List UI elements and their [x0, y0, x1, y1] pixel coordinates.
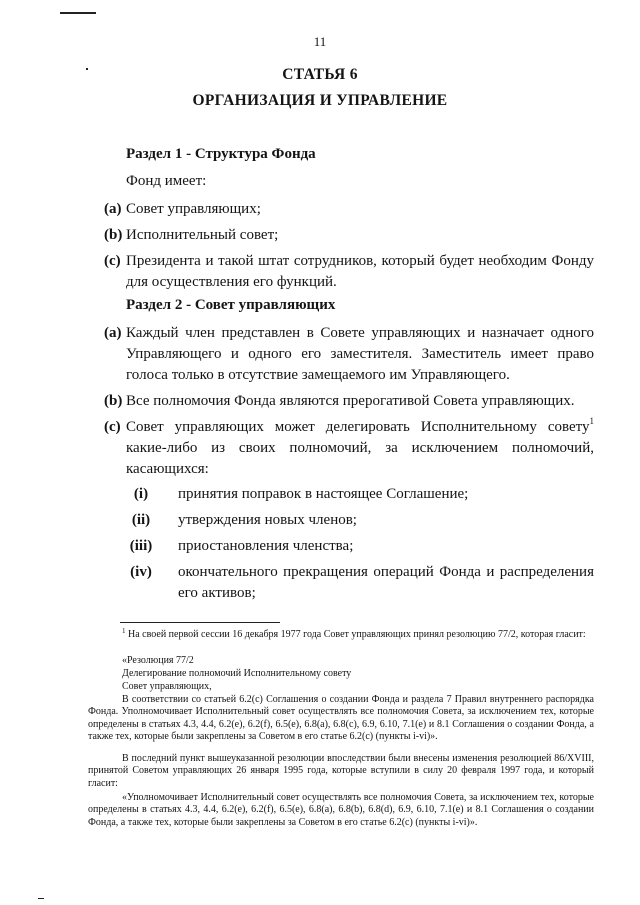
section-2-item-a [104, 323, 594, 386]
footnote-paragraph-2: В последний пункт вышеуказанной резолюции впоследствии были внесены изменения резолюцией 86/XVIII, принятой Советом управляющих 26 января 1995 года, которые вступили в силу 20 февраля 1997 года, и который гласит: [88, 753, 594, 789]
subitem-label: (ii) [131, 512, 151, 528]
footnote-line-1: «Резолюция 77/2 [122, 655, 194, 666]
subitem-label: (iv) [130, 564, 152, 580]
item-label: (c) [104, 253, 121, 269]
subitem-text: приостановления членства; [178, 538, 354, 554]
footnote-line-3: Совет управляющих, [122, 681, 212, 692]
article-subtitle: ОРГАНИЗАЦИЯ И УПРАВЛЕНИЕ [192, 92, 448, 109]
subitem-iv [120, 562, 594, 604]
footnote-intro [88, 629, 594, 641]
footnote-paragraph-1: В соответствии со статьей 6.2(c) Соглашения о создании Фонда и раздела 7 Правил внутреннего распорядка Фонда. Уполномочивает Исполнительный совет осуществлять все полномочия Совета, за исключением тех, которые определены в статьях 4.3, 4.4, 6.2(e), 6.2(f), 6.5(e), 6.8(a), 6.8(c), 6.9, 6.10, 7.1(e) и 8.1 Соглашения о создании Фонда, а также тех, которые были закреплены за Советом в его статье 6.2(c) (пункты i-vi)». [88, 694, 594, 743]
item-text-after: какие-либо из своих полномочий, за исключением полномочий, касающихся: [126, 440, 594, 477]
footnote-ref: 1 [589, 416, 594, 426]
section-1-item-b [104, 225, 594, 246]
item-label: (a) [104, 325, 122, 341]
subitem-i [120, 484, 594, 505]
subitem-label: (iii) [129, 538, 153, 554]
article-title: СТАТЬЯ 6 [282, 66, 358, 83]
section-1-item-a [104, 199, 594, 220]
footnote-paragraph-3: «Уполномочивает Исполнительный совет осуществлять все полномочия Совета, за исключением тех, которые определены в статьях 4.3, 4.4, 6.2(e), 6.2(f), 6.5(e), 6.8(a), 6.8(b), 6.8(d), 6.9, 6.10, 7.1(e) и 8.1 Соглашения о создании Фонда, а также тех, которые были закреплены за Советом в его статье 6.2(c) (пункты i-vi)». [88, 792, 594, 828]
scan-artifact-tick [38, 898, 44, 899]
item-text: Президента и такой штат сотрудников, который будет необходим Фонду для осуществления его функций. [126, 253, 594, 290]
item-label: (a) [104, 201, 122, 217]
footnote-marker: 1 [122, 627, 126, 635]
section-1-intro: Фонд имеет: [126, 173, 207, 189]
subitem-text: утверждения новых членов; [178, 512, 357, 528]
subitem-text: принятия поправок в настоящее Соглашение; [178, 486, 469, 502]
section-1-item-c [104, 251, 594, 293]
footnote-divider [120, 622, 280, 623]
subitem-iii [120, 536, 594, 557]
footnote-line-2: Делегирование полномочий Исполнительному совету [122, 668, 352, 679]
item-text: Каждый член представлен в Совете управляющих и назначает одного Управляющего и одного его заместителя. Заместитель имеет право голоса только в отсутствие замещаемого им Управляющего. [126, 325, 594, 383]
subitem-label: (i) [133, 486, 149, 502]
section-2-item-c [104, 417, 594, 480]
item-label: (b) [104, 393, 123, 409]
item-label: (b) [104, 227, 123, 243]
section-2-heading: Раздел 2 - Совет управляющих [126, 297, 336, 313]
section-1-heading: Раздел 1 - Структура Фонда [126, 146, 316, 162]
page-number: 11 [313, 34, 327, 49]
item-text-before: Совет управляющих может делегировать Исполнительному совету [126, 419, 590, 435]
item-text: Все полномочия Фонда являются прерогативой Совета управляющих. [126, 393, 575, 409]
item-text: Исполнительный совет; [126, 227, 279, 243]
subitem-text: окончательного прекращения операций Фонда и распределения его активов; [178, 564, 594, 601]
subitem-ii [120, 510, 594, 531]
item-label: (c) [104, 419, 121, 435]
item-text [126, 417, 594, 480]
footnote-intro-text: На своей первой сессии 16 декабря 1977 года Совет управляющих принял резолюцию 77/2, которая гласит: [128, 629, 586, 640]
item-text: Совет управляющих; [126, 201, 261, 217]
scan-artifact-line [60, 12, 96, 14]
section-2-item-b [104, 391, 594, 412]
